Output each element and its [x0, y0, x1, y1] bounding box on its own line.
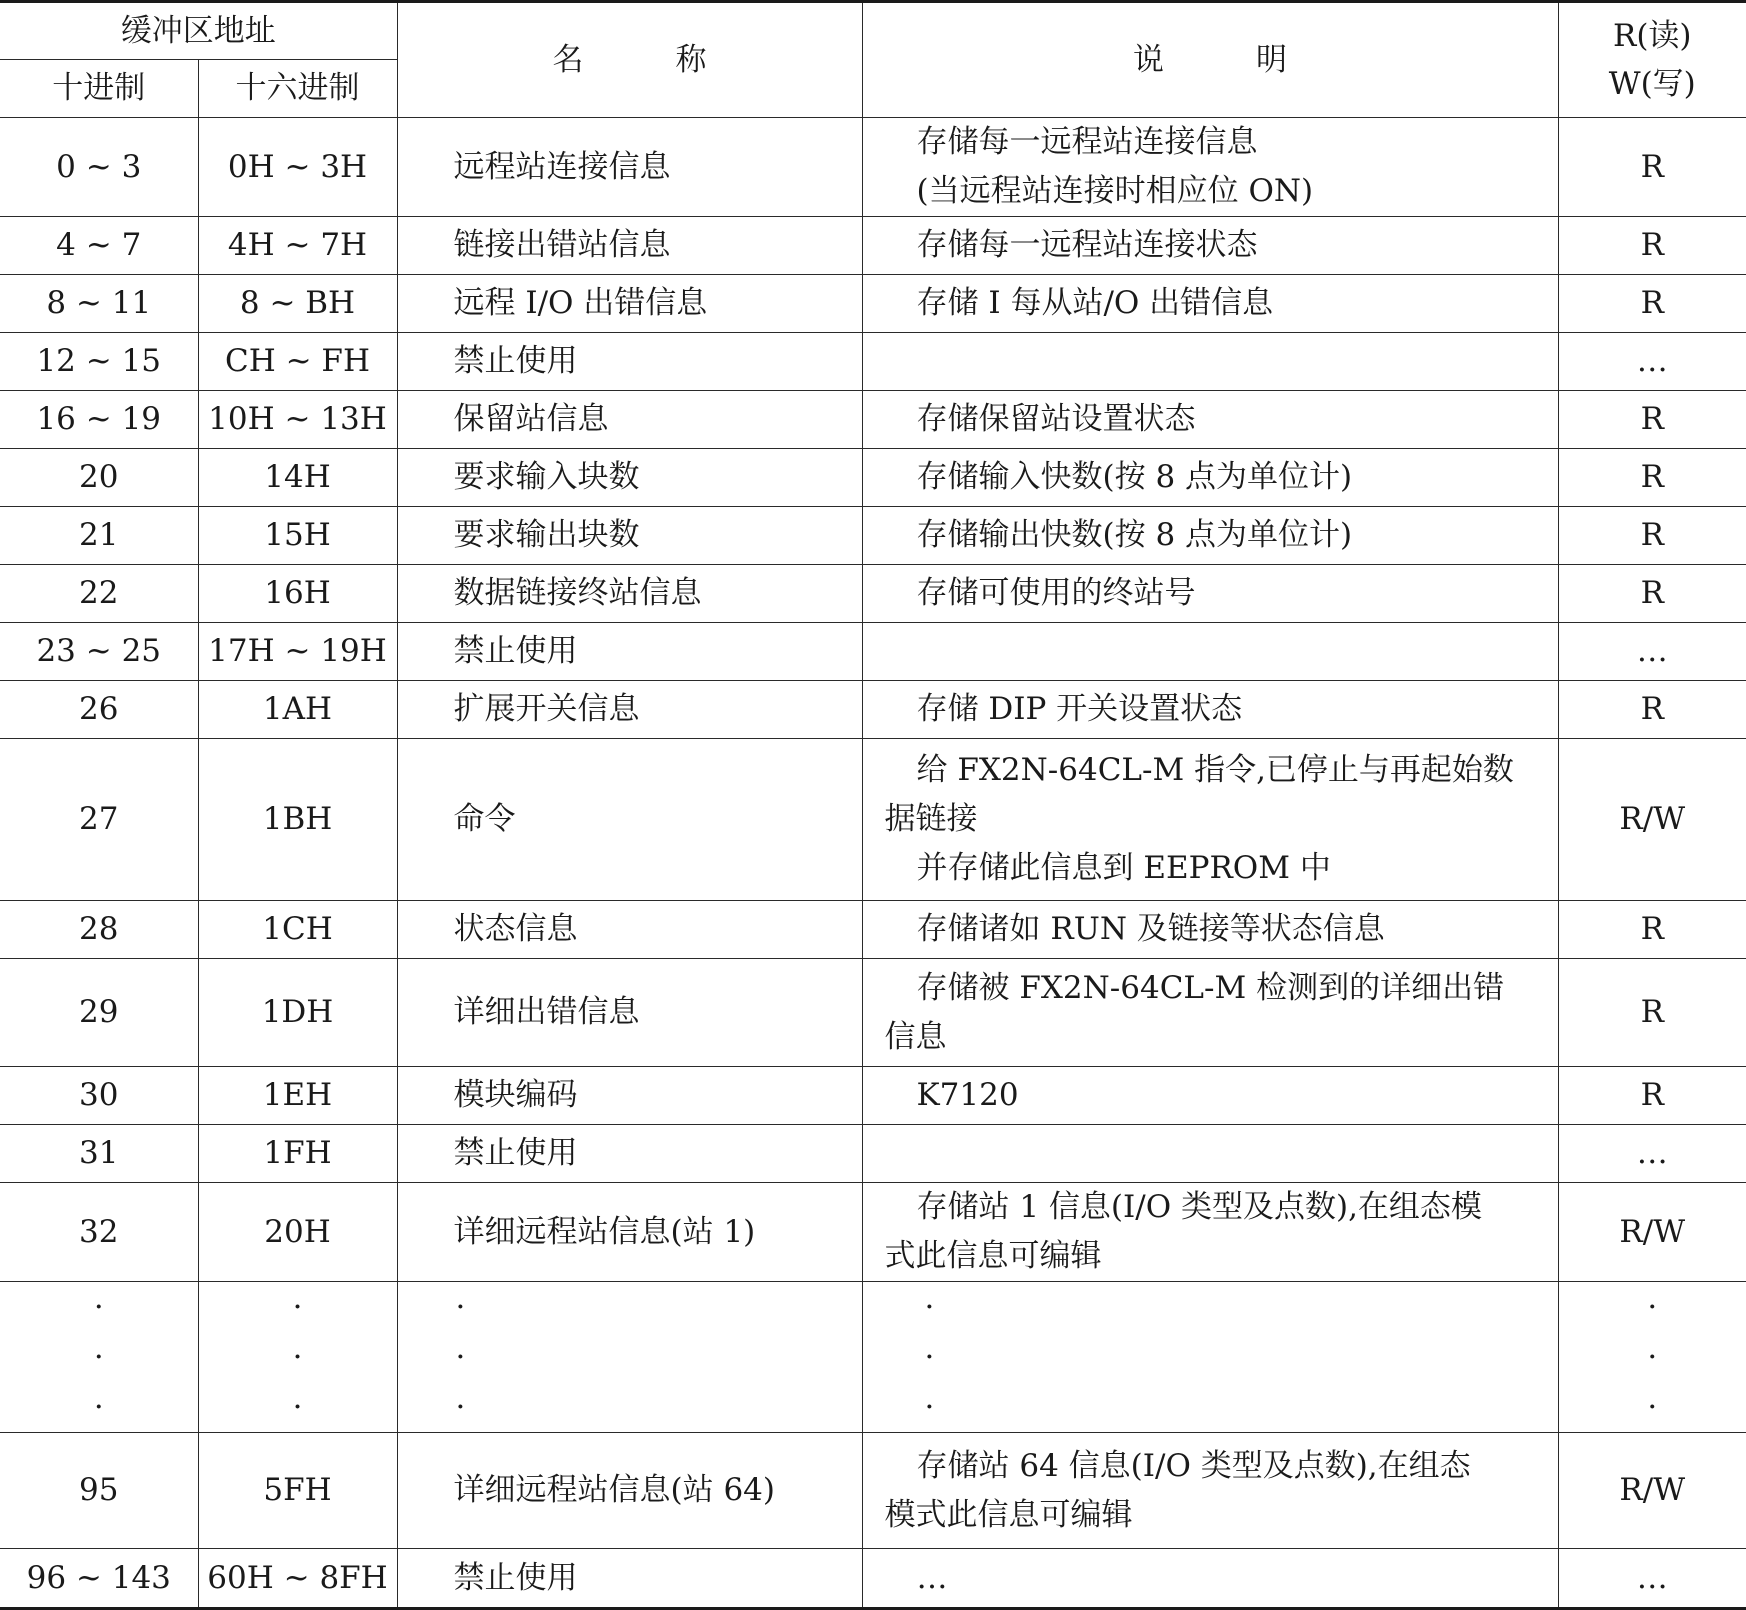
cell-read-write: … [1558, 623, 1746, 681]
cell-hex: CH ~ FH [198, 333, 397, 391]
cell-name: 禁止使用 [397, 1549, 862, 1609]
table-row [0, 1549, 1746, 1609]
cell-description: 存储站 64 信息(I/O 类型及点数),在组态 模式此信息可编辑 [862, 1433, 1558, 1549]
header-description: 说明 [862, 2, 1558, 118]
cell-decimal: 96 ~ 143 [0, 1549, 198, 1609]
cell-decimal: 32 [0, 1183, 198, 1282]
cell-hex: 1EH [198, 1067, 397, 1125]
cell-name: 链接出错站信息 [397, 217, 862, 275]
cell-name: 远程站连接信息 [397, 118, 862, 217]
header-read-write: R(读) W(写) [1558, 2, 1746, 118]
cell-hex: 8 ~ BH [198, 275, 397, 333]
cell-decimal: 16 ~ 19 [0, 391, 198, 449]
cell-name: 详细远程站信息(站 1) [397, 1183, 862, 1282]
ellipsis-dots: · · · [1558, 1282, 1746, 1433]
cell-decimal: 95 [0, 1433, 198, 1549]
cell-description: 存储被 FX2N-64CL-M 检测到的详细出错 信息 [862, 959, 1558, 1067]
table-row [0, 449, 1746, 507]
cell-hex: 5FH [198, 1433, 397, 1549]
ellipsis-dots: · · · [862, 1282, 1558, 1433]
cell-read-write: R [1558, 959, 1746, 1067]
table-row [0, 681, 1746, 739]
header-name: 名称 [397, 2, 862, 118]
cell-decimal: 21 [0, 507, 198, 565]
table-row [0, 1433, 1746, 1549]
cell-name: 详细远程站信息(站 64) [397, 1433, 862, 1549]
cell-name: 模块编码 [397, 1067, 862, 1125]
cell-description: … [862, 1549, 1558, 1609]
cell-decimal: 8 ~ 11 [0, 275, 198, 333]
table-row [0, 1183, 1746, 1282]
table-row [0, 623, 1746, 681]
header-buffer-address: 缓冲区地址 [0, 2, 397, 60]
cell-name: 保留站信息 [397, 391, 862, 449]
cell-name: 状态信息 [397, 901, 862, 959]
cell-decimal: 29 [0, 959, 198, 1067]
cell-read-write: R/W [1558, 1433, 1746, 1549]
cell-name: 命令 [397, 739, 862, 901]
cell-hex: 1CH [198, 901, 397, 959]
cell-hex: 1DH [198, 959, 397, 1067]
cell-hex: 10H ~ 13H [198, 391, 397, 449]
cell-name: 要求输出块数 [397, 507, 862, 565]
cell-hex: 14H [198, 449, 397, 507]
cell-name: 禁止使用 [397, 1125, 862, 1183]
cell-description: 存储 I 每从站/O 出错信息 [862, 275, 1558, 333]
cell-description: 存储每一远程站连接状态 [862, 217, 1558, 275]
cell-decimal: 31 [0, 1125, 198, 1183]
cell-read-write: … [1558, 1125, 1746, 1183]
cell-name: 要求输入块数 [397, 449, 862, 507]
cell-read-write: R [1558, 565, 1746, 623]
table-row [0, 565, 1746, 623]
cell-name: 详细出错信息 [397, 959, 862, 1067]
ellipsis-dots: · · · [397, 1282, 862, 1433]
cell-read-write: R [1558, 217, 1746, 275]
cell-decimal: 30 [0, 1067, 198, 1125]
cell-read-write: R [1558, 901, 1746, 959]
table-row [0, 507, 1746, 565]
cell-decimal: 27 [0, 739, 198, 901]
table-row [0, 739, 1746, 901]
cell-description: 存储保留站设置状态 [862, 391, 1558, 449]
cell-read-write: R/W [1558, 1183, 1746, 1282]
cell-name: 禁止使用 [397, 623, 862, 681]
cell-decimal: 4 ~ 7 [0, 217, 198, 275]
cell-description: 存储每一远程站连接信息 (当远程站连接时相应位 ON) [862, 118, 1558, 217]
table-row [0, 901, 1746, 959]
cell-description [862, 1125, 1558, 1183]
cell-hex: 0H ~ 3H [198, 118, 397, 217]
cell-name: 禁止使用 [397, 333, 862, 391]
table-row [0, 275, 1746, 333]
cell-decimal: 28 [0, 901, 198, 959]
cell-decimal: 0 ~ 3 [0, 118, 198, 217]
cell-description: 存储输出快数(按 8 点为单位计) [862, 507, 1558, 565]
cell-read-write: R [1558, 118, 1746, 217]
ellipsis-dots: · · · [0, 1282, 198, 1433]
table-row [0, 959, 1746, 1067]
cell-description: 存储站 1 信息(I/O 类型及点数),在组态模 式此信息可编辑 [862, 1183, 1558, 1282]
cell-decimal: 12 ~ 15 [0, 333, 198, 391]
cell-name: 数据链接终站信息 [397, 565, 862, 623]
cell-decimal: 26 [0, 681, 198, 739]
header-hex: 十六进制 [198, 60, 397, 118]
cell-decimal: 20 [0, 449, 198, 507]
cell-hex: 20H [198, 1183, 397, 1282]
cell-hex: 1FH [198, 1125, 397, 1183]
cell-name: 扩展开关信息 [397, 681, 862, 739]
cell-description: 给 FX2N-64CL-M 指令,已停止与再起始数 据链接 并存储此信息到 EEPROM 中 [862, 739, 1558, 901]
cell-name: 远程 I/O 出错信息 [397, 275, 862, 333]
cell-hex: 1BH [198, 739, 397, 901]
cell-hex: 4H ~ 7H [198, 217, 397, 275]
cell-description [862, 333, 1558, 391]
cell-read-write: R [1558, 275, 1746, 333]
cell-decimal: 23 ~ 25 [0, 623, 198, 681]
header-decimal: 十进制 [0, 60, 198, 118]
cell-read-write: R [1558, 1067, 1746, 1125]
table-row [0, 333, 1746, 391]
cell-description: 存储诸如 RUN 及链接等状态信息 [862, 901, 1558, 959]
cell-read-write: R [1558, 507, 1746, 565]
cell-read-write: … [1558, 1549, 1746, 1609]
cell-read-write: R [1558, 449, 1746, 507]
ellipsis-dots: · · · [198, 1282, 397, 1433]
cell-read-write: … [1558, 333, 1746, 391]
cell-description: 存储可使用的终站号 [862, 565, 1558, 623]
cell-description: 存储 DIP 开关设置状态 [862, 681, 1558, 739]
table-row [0, 217, 1746, 275]
table-row [0, 1067, 1746, 1125]
ellipsis-row [0, 1282, 1746, 1433]
table-row [0, 391, 1746, 449]
cell-read-write: R [1558, 681, 1746, 739]
cell-hex: 60H ~ 8FH [198, 1549, 397, 1609]
cell-hex: 1AH [198, 681, 397, 739]
header-row-1 [0, 2, 1746, 60]
cell-hex: 17H ~ 19H [198, 623, 397, 681]
cell-read-write: R/W [1558, 739, 1746, 901]
cell-hex: 16H [198, 565, 397, 623]
table-row [0, 118, 1746, 217]
cell-description: 存储输入快数(按 8 点为单位计) [862, 449, 1558, 507]
cell-decimal: 22 [0, 565, 198, 623]
cell-hex: 15H [198, 507, 397, 565]
cell-description: K7120 [862, 1067, 1558, 1125]
cell-read-write: R [1558, 391, 1746, 449]
cell-description [862, 623, 1558, 681]
table-row [0, 1125, 1746, 1183]
